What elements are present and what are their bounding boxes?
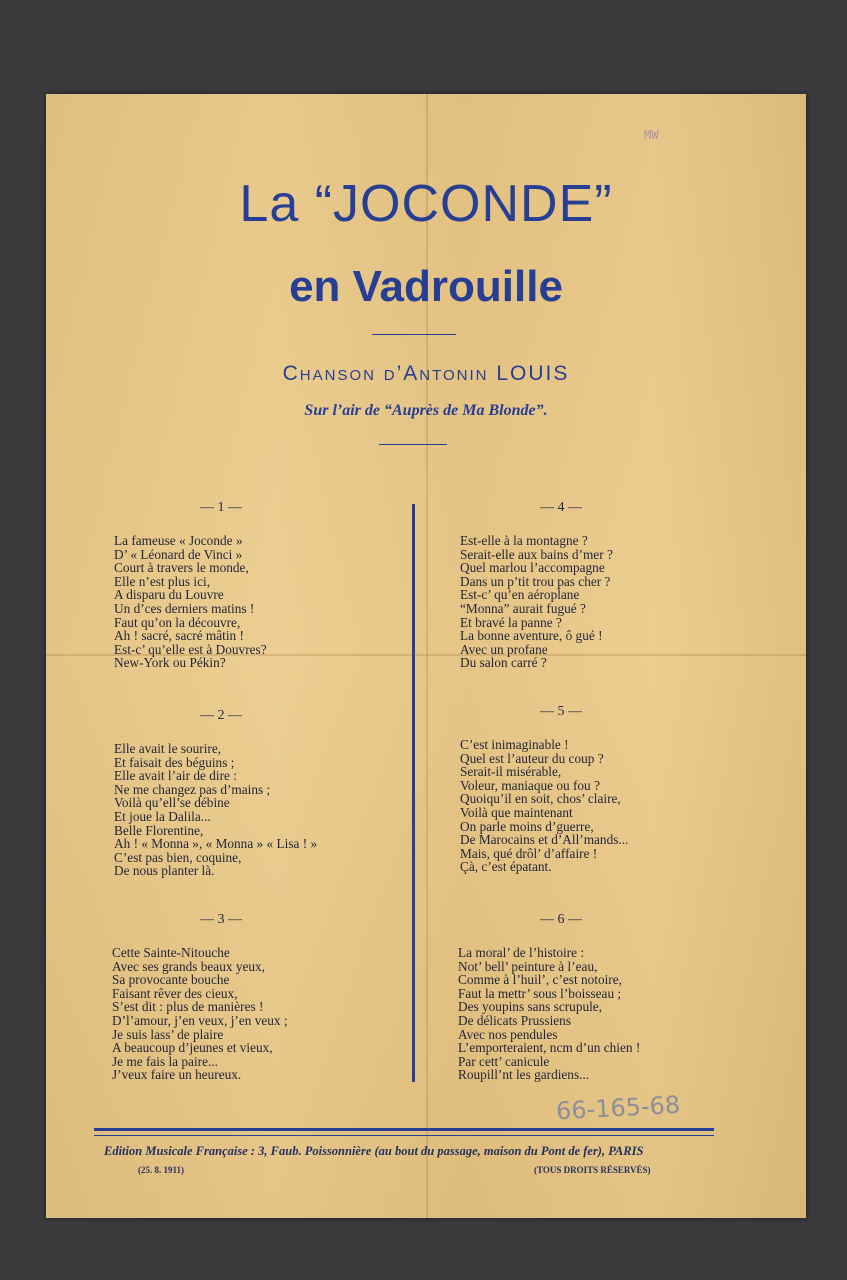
verse-line: On parle moins d’guerre, — [460, 818, 594, 834]
verse-line: Faut la mettr’ sous l’boisseau ; — [458, 985, 622, 1001]
verse-line: Elle avait le sourire, — [114, 741, 222, 756]
verse-line: Voilà que maintenant — [460, 804, 573, 820]
verse-line: Je suis lass’ de plaire — [112, 1026, 224, 1042]
subtitle: Chanson d’Antonin LOUIS — [282, 362, 570, 385]
stanza-4 — [460, 500, 730, 670]
verse-line: Des youpins sans scrupule, — [458, 999, 603, 1015]
verse-line: Je me fais la paire... — [112, 1053, 218, 1069]
verse-line: Voilà qu’ell’se débine — [114, 795, 230, 811]
verse-line: Sa provocante bouche — [112, 972, 230, 988]
rights-notice: (TOUS DROITS RÉSERVÉS) — [534, 1165, 651, 1175]
verse-line: Quel marlou l’accompagne — [460, 560, 605, 576]
verse-line: A beaucoup d’jeunes et vieux, — [112, 1040, 273, 1056]
verse-line: La fameuse « Joconde » — [114, 533, 243, 548]
verse-line: Un d’ces derniers matins ! — [114, 600, 255, 616]
verse-line: Ne me changez pas d’mains ; — [114, 781, 271, 797]
verse-line: Ah ! sacré, sacré mâtin ! — [114, 628, 244, 644]
verse-line: Dans un p’tit trou pas cher ? — [460, 573, 611, 589]
verse-line: Et joue la Dalila... — [114, 808, 211, 824]
verse-line: C’est pas bien, coquine, — [114, 849, 242, 865]
stanza-number: — 4 — — [540, 500, 582, 515]
verse-line: D’ « Léonard de Vinci » — [114, 546, 243, 562]
title-line-2: en Vadrouille — [289, 262, 563, 311]
verse-line: Avec un profane — [460, 641, 548, 657]
ornament-divider-top — [372, 334, 456, 335]
stanza-number: — 1 — — [200, 500, 242, 515]
tune-line: Sur l’air de “Auprès de Ma Blonde”. — [304, 402, 548, 419]
song-sheet — [46, 94, 806, 1218]
verse-line: D’l’amour, j’en veux, j’en veux ; — [112, 1012, 288, 1028]
verse-line: Ah ! « Monna », « Monna » « Lisa ! » — [114, 836, 318, 852]
verse-line: Belle Florentine, — [114, 822, 204, 838]
verse-line: C’est inimaginable ! — [460, 737, 569, 752]
verse-line: “Monna” aurait fugué ? — [460, 600, 586, 616]
verse-line: Court à travers le monde, — [114, 560, 249, 576]
ornament-divider-bottom — [379, 444, 447, 445]
verse-line: Du salon carré ? — [460, 655, 547, 671]
verse-line: Faut qu’on la découvre, — [114, 614, 241, 630]
verse-line: De nous planter là. — [114, 863, 215, 879]
verse-line: Quel est l’auteur du coup ? — [460, 750, 604, 766]
stanza-2 — [114, 708, 384, 878]
stanza-number: — 5 — — [540, 704, 582, 719]
verse-line: Avec nos pendules — [458, 1026, 558, 1042]
stanza-number: — 6 — — [540, 912, 582, 927]
stanza-6 — [458, 912, 728, 1082]
title-line-1: La “JOCONDE” — [239, 175, 613, 233]
verse-line: Est-c’ qu’elle est à Douvres? — [114, 641, 267, 657]
stanza-number: — 3 — — [200, 912, 242, 927]
publisher-line: Edition Musicale Française : 3, Faub. Poissonnière (au bout du passage, maison du Pont de fer), PARIS — [104, 1144, 644, 1158]
verse-line: Et faisait des béguins ; — [114, 754, 235, 770]
stanza-number: — 2 — — [200, 708, 242, 723]
stanza-3 — [112, 912, 382, 1082]
ink-stamp: MW — [644, 128, 659, 142]
verse-line: De délicats Prussiens — [458, 1012, 572, 1028]
verse-line: Cette Sainte-Nitouche — [112, 945, 230, 960]
verse-line: New-York ou Pékin? — [114, 655, 226, 671]
stanza-5 — [460, 704, 730, 874]
verse-line: J’veux faire un heureux. — [112, 1067, 242, 1083]
verse-line: La moral’ de l’histoire : — [458, 945, 585, 960]
verse-line: Elle n’est plus ici, — [114, 573, 211, 589]
verse-line: Par cett’ canicule — [458, 1053, 550, 1069]
verse-line: Faisant rêver des cieux, — [112, 985, 238, 1001]
catalog-number: 66-165-68 — [555, 1090, 681, 1126]
verse-line: Serait-il misérable, — [460, 764, 562, 780]
verse-line: Roupill’nt les gardiens... — [458, 1067, 590, 1083]
verse-line: Not’ bell’ peinture à l’eau, — [458, 958, 598, 974]
verse-line: De Marocains et d’All’mands... — [460, 832, 629, 848]
verse-line: Comme à l’huil’, c’est notoire, — [458, 972, 622, 988]
verse-line: Avec ses grands beaux yeux, — [112, 958, 265, 974]
verse-line: Elle avait l’air de dire : — [114, 768, 237, 784]
verse-line: Est-elle à la montagne ? — [460, 533, 588, 548]
footer-rule-thin — [94, 1135, 714, 1136]
stanza-1 — [114, 500, 384, 670]
verse-line: S’est dit : plus de manières ! — [112, 999, 264, 1015]
verse-line: Voleur, maniaque ou fou ? — [460, 777, 600, 793]
verse-line: Est-c’ qu’en aéroplane — [460, 587, 580, 603]
publication-date: (25. 8. 1911) — [138, 1165, 184, 1175]
verse-line: La bonne aventure, ô gué ! — [460, 628, 603, 644]
footer-rule-thick — [94, 1128, 714, 1131]
verse-line: Çà, c’est épatant. — [460, 859, 552, 875]
verse-line: L’emporteraient, ncm d’un chien ! — [458, 1040, 641, 1056]
column-divider — [412, 504, 415, 1082]
verse-line: Quoiqu’il en soit, chos’ claire, — [460, 791, 621, 807]
verse-line: Et bravé la panne ? — [460, 614, 562, 630]
verse-line: Serait-elle aux bains d’mer ? — [460, 546, 613, 562]
verse-line: Mais, qué drôl’ d’affaire ! — [460, 845, 598, 861]
verse-line: A disparu du Louvre — [114, 587, 224, 603]
